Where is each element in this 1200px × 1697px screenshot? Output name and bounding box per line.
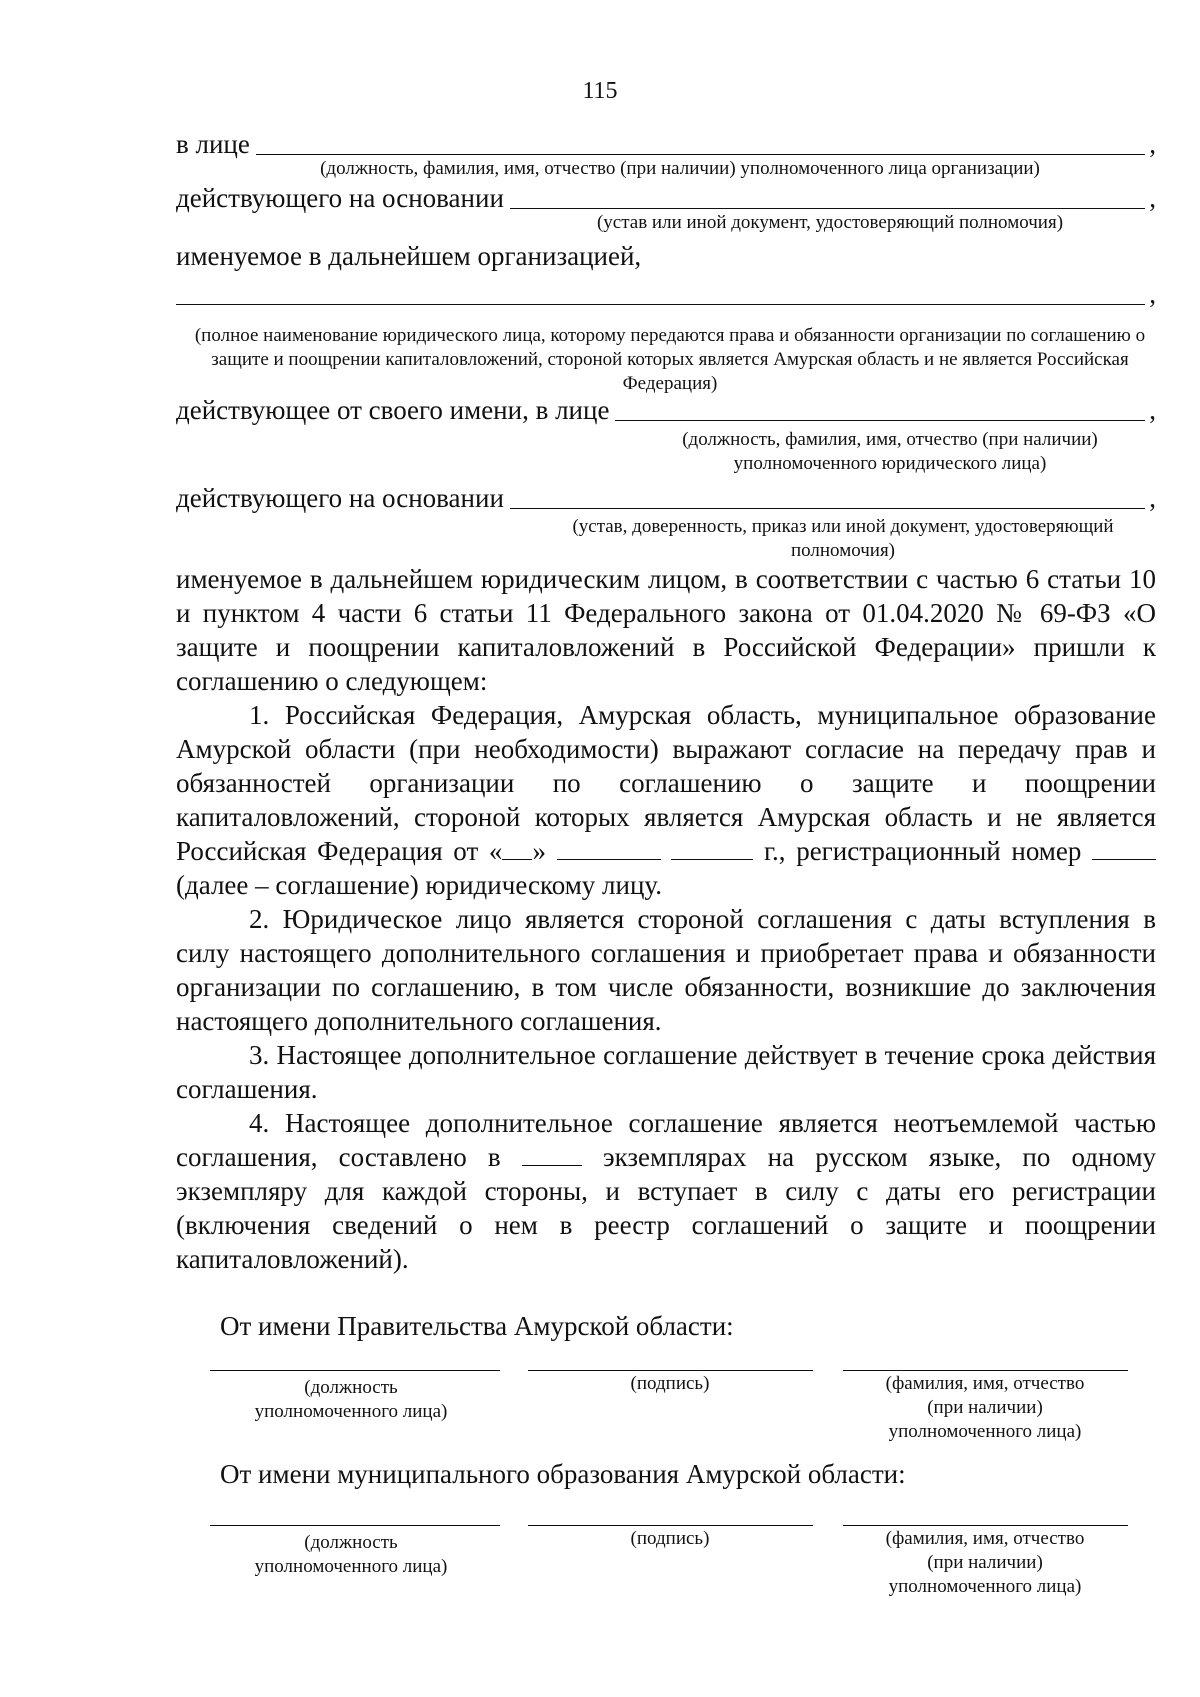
day-blank[interactable] — [502, 837, 532, 860]
own-name-label: действующее от своего имени, в лице — [176, 395, 610, 425]
org-input-line[interactable] — [176, 280, 1145, 305]
year-blank[interactable] — [671, 837, 753, 860]
name-signature-line[interactable] — [843, 1370, 1128, 1371]
position-caption: (должность уполномоченного лица) — [254, 1377, 448, 1422]
clause-1-text: 1. Российская Федерация, Амурская область, муниципальное образование Амурской области (при необходимости) выражают согласие на передачу прав и обязанностей организации по соглашению о защите и поощрении капиталовложений, стороной которых является Амурская область и не является Российская Федерация от « — [176, 700, 1156, 866]
registration-number-blank[interactable] — [1092, 837, 1156, 860]
position-caption: (должность уполномоченного лица) — [254, 1532, 448, 1577]
comma: , — [1149, 483, 1156, 513]
clause-4-tail: экземплярах на русском языке, по одному экземпляру для каждой стороны, и вступает в силу с даты его регистрации (включения сведений о нем в реестр соглашений о защите и поощрении капиталовложений). — [176, 1142, 1157, 1274]
page-number: 115 — [582, 78, 618, 104]
comma: , — [1149, 279, 1156, 309]
signature-caption: (подпись) — [630, 1528, 710, 1549]
clause-2: 2. Юридическое лицо является стороной соглашения с даты вступления в силу настоящего дополнительного соглашения и приобретает права и обязанности организации по соглашению, в том числе обязанности, возникшие до заключения настоящего дополнительного соглашения. — [176, 904, 1156, 1036]
org-field-row — [176, 278, 1156, 310]
basis-field-row — [176, 182, 1156, 214]
basis-caption: (устав или иной документ, удостоверяющий полномочия) — [596, 212, 1064, 233]
clause-4 — [176, 1106, 1156, 1276]
quote-close: » — [532, 836, 546, 866]
position-signature-line[interactable] — [210, 1370, 500, 1371]
org-caption: (полное наименование юридического лица, которому передаются права и обязанности организации по соглашению о защите и поощрении капиталовложений, стороной которых является Амурская область и не является Российская Федерация) — [194, 325, 1146, 394]
face-input-line[interactable] — [256, 130, 1145, 155]
basis2-label: действующего на основании — [176, 483, 504, 513]
comma: , — [1149, 129, 1156, 159]
own-name-input-line[interactable] — [615, 396, 1145, 421]
basis2-input-line[interactable] — [510, 484, 1145, 509]
own-name-caption: (должность, фамилия, имя, отчество (при наличии) уполномоченного юридического лица) — [682, 429, 1098, 474]
clause-1 — [176, 698, 1156, 902]
signature-heading-municipality: От имени муниципального образования Амурской области: — [220, 1459, 906, 1489]
org-named-text: именуемое в дальнейшем организацией, — [176, 241, 642, 271]
face-caption: (должность, фамилия, имя, отчество (при наличии) уполномоченного лица организации) — [320, 158, 1040, 179]
intro-paragraph: именуемое в дальнейшем юридическим лицом, в соответствии с частью 6 статьи 10 и пунктом 4 части 6 статьи 11 Федерального закона от 01.04.2020 № 69-ФЗ «О защите и поощрении капиталовложений в Российской Федерации» пришли к соглашению о следующем: — [176, 564, 1156, 696]
signature-caption: (подпись) — [630, 1373, 710, 1394]
name-caption: (фамилия, имя, отчество (при наличии) уполномоченного лица) — [885, 1373, 1085, 1442]
clause-1-year-suffix: г., регистрационный номер — [764, 836, 1082, 866]
month-blank[interactable] — [557, 837, 661, 860]
name-signature-line[interactable] — [843, 1525, 1128, 1526]
signature-heading-government: От имени Правительства Амурской области: — [220, 1311, 734, 1341]
basis-label: действующего на основании — [176, 183, 504, 213]
basis2-field-row — [176, 482, 1156, 514]
face-label: в лице — [176, 129, 250, 159]
copies-count-blank[interactable] — [522, 1143, 582, 1166]
clause-3: 3. Настоящее дополнительное соглашение действует в течение срока действия соглашения. — [176, 1040, 1156, 1104]
signature-line[interactable] — [528, 1370, 813, 1371]
face-field-row — [176, 128, 1156, 160]
clause-1-tail: (далее – соглашение) юридическому лицу. — [176, 870, 662, 900]
name-caption: (фамилия, имя, отчество (при наличии) уполномоченного лица) — [885, 1528, 1085, 1597]
basis-input-line[interactable] — [510, 184, 1145, 209]
comma: , — [1149, 183, 1156, 213]
position-signature-line[interactable] — [210, 1525, 500, 1526]
comma: , — [1149, 395, 1156, 425]
basis2-caption: (устав, доверенность, приказ или иной документ, удостоверяющий полномочия) — [572, 516, 1114, 561]
clause-4-text: 4. Настоящее дополнительное соглашение является неотъемлемой частью соглашения, составлено в — [176, 1108, 1156, 1172]
signature-line[interactable] — [528, 1525, 813, 1526]
own-name-field-row — [176, 394, 1156, 426]
